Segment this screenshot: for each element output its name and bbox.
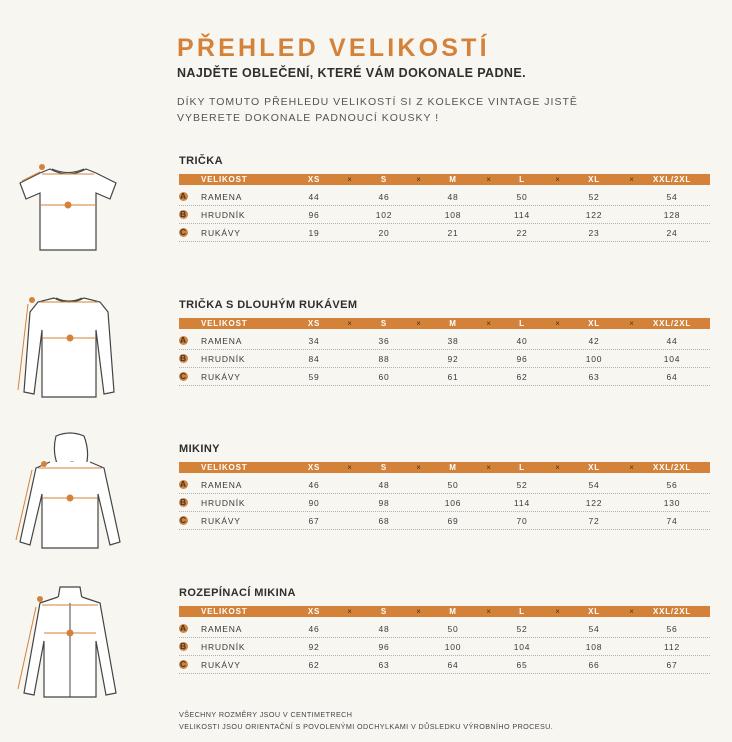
table-row bbox=[179, 637, 710, 656]
section-title: ROZEPÍNACÍ MIKINA bbox=[179, 587, 296, 599]
row-value: 114 bbox=[514, 210, 530, 220]
row-value: 50 bbox=[447, 624, 459, 634]
header-size: XXL/2XL bbox=[652, 175, 692, 184]
row-value: 48 bbox=[378, 624, 390, 634]
row-value: 61 bbox=[447, 372, 459, 382]
table-row bbox=[179, 223, 710, 242]
row-value: 65 bbox=[516, 660, 528, 670]
row-badge: C bbox=[180, 371, 187, 381]
page-subtitle: NAJDĚTE OBLEČENÍ, KTERÉ VÁM DOKONALE PADNE. bbox=[177, 66, 526, 80]
header-size: XL bbox=[588, 319, 600, 328]
row-value: 19 bbox=[308, 228, 320, 238]
row-label: RAMENA bbox=[201, 336, 243, 346]
row-value: 66 bbox=[588, 660, 600, 670]
section-title: TRIČKA S DLOUHÝM RUKÁVEM bbox=[179, 299, 358, 311]
header-size: L bbox=[519, 607, 525, 616]
row-label: RAMENA bbox=[201, 192, 243, 202]
header-separator: × bbox=[347, 175, 353, 184]
row-value: 84 bbox=[308, 354, 320, 364]
row-value: 114 bbox=[514, 498, 530, 508]
row-value: 62 bbox=[516, 372, 528, 382]
table-row bbox=[179, 331, 710, 350]
header-separator: × bbox=[416, 607, 422, 616]
header-size: S bbox=[380, 175, 388, 184]
row-value: 100 bbox=[444, 642, 462, 652]
row-value: 22 bbox=[516, 228, 528, 238]
row-value: 48 bbox=[447, 192, 459, 202]
table-header bbox=[179, 318, 710, 329]
tshirt-icon bbox=[12, 155, 122, 255]
header-separator: × bbox=[555, 463, 561, 472]
table-row bbox=[179, 493, 710, 512]
intro-line-2: VYBERETE DOKONALE PADNOUCÍ KOUSKY ! bbox=[177, 112, 440, 124]
row-badge: C bbox=[180, 227, 187, 237]
intro-line-1: DÍKY TOMUTO PŘEHLEDU VELIKOSTÍ SI Z KOLEKCE VINTAGE JISTĚ bbox=[177, 96, 578, 108]
row-value: 50 bbox=[516, 192, 528, 202]
header-size: XL bbox=[588, 463, 600, 472]
header-size: L bbox=[519, 319, 525, 328]
row-badge: B bbox=[180, 209, 187, 219]
row-value: 46 bbox=[308, 480, 320, 490]
row-value: 50 bbox=[447, 480, 459, 490]
row-badge: B bbox=[180, 497, 187, 507]
row-value: 56 bbox=[666, 624, 678, 634]
row-label: RUKÁVY bbox=[201, 372, 241, 382]
header-size: M bbox=[449, 607, 457, 616]
table-header bbox=[179, 606, 710, 617]
table-header bbox=[179, 462, 710, 473]
row-value: 68 bbox=[378, 516, 390, 526]
table-row bbox=[179, 205, 710, 224]
header-size: XL bbox=[588, 607, 600, 616]
row-label: RUKÁVY bbox=[201, 516, 241, 526]
header-separator: × bbox=[629, 463, 635, 472]
row-value: 122 bbox=[585, 498, 603, 508]
row-label: HRUDNÍK bbox=[201, 210, 246, 220]
row-value: 40 bbox=[516, 336, 528, 346]
header-separator: × bbox=[486, 319, 492, 328]
row-value: 122 bbox=[585, 210, 603, 220]
row-badge: A bbox=[180, 191, 187, 201]
row-value: 96 bbox=[308, 210, 320, 220]
row-value: 46 bbox=[378, 192, 390, 202]
row-badge: A bbox=[180, 479, 187, 489]
header-velikost: VELIKOST bbox=[201, 319, 248, 328]
header-size: M bbox=[449, 319, 457, 328]
table-row bbox=[179, 655, 710, 674]
row-value: 100 bbox=[585, 354, 603, 364]
row-value: 62 bbox=[308, 660, 320, 670]
row-value: 24 bbox=[666, 228, 678, 238]
row-badge: B bbox=[180, 641, 187, 651]
long-sleeve-shirt-icon bbox=[12, 292, 122, 407]
footnote-units: VŠECHNY ROZMĚRY JSOU V CENTIMETRECH bbox=[179, 710, 353, 719]
header-separator: × bbox=[486, 175, 492, 184]
row-value: 21 bbox=[447, 228, 459, 238]
header-separator: × bbox=[486, 607, 492, 616]
header-separator: × bbox=[416, 319, 422, 328]
header-size: XS bbox=[307, 175, 321, 184]
row-value: 70 bbox=[516, 516, 528, 526]
row-value: 90 bbox=[308, 498, 320, 508]
header-separator: × bbox=[629, 319, 635, 328]
header-size: XS bbox=[307, 319, 321, 328]
row-value: 130 bbox=[663, 498, 681, 508]
row-value: 112 bbox=[664, 642, 680, 652]
row-value: 74 bbox=[666, 516, 678, 526]
row-value: 38 bbox=[447, 336, 459, 346]
header-size: XS bbox=[307, 607, 321, 616]
header-size: XXL/2XL bbox=[652, 607, 692, 616]
table-row bbox=[179, 511, 710, 530]
table-row bbox=[179, 367, 710, 386]
header-velikost: VELIKOST bbox=[201, 175, 248, 184]
footnote-tolerance: VELIKOSTI JSOU ORIENTAČNÍ S POVOLENÝMI ODCHYLKAMI V DŮSLEDKU VÝROBNÍHO PROCESU. bbox=[179, 722, 554, 731]
header-size: L bbox=[519, 175, 525, 184]
row-value: 104 bbox=[513, 642, 531, 652]
row-value: 56 bbox=[666, 480, 678, 490]
header-size: M bbox=[449, 463, 457, 472]
row-value: 48 bbox=[378, 480, 390, 490]
row-value: 64 bbox=[666, 372, 678, 382]
header-size: XL bbox=[588, 175, 600, 184]
row-badge: C bbox=[180, 659, 187, 669]
row-value: 108 bbox=[585, 642, 603, 652]
row-badge: A bbox=[180, 623, 187, 633]
row-label: RUKÁVY bbox=[201, 228, 241, 238]
row-badge: B bbox=[180, 353, 187, 363]
header-separator: × bbox=[486, 463, 492, 472]
row-label: HRUDNÍK bbox=[201, 354, 246, 364]
intro-text bbox=[177, 94, 578, 126]
row-value: 60 bbox=[378, 372, 390, 382]
row-value: 42 bbox=[588, 336, 600, 346]
row-value: 34 bbox=[308, 336, 320, 346]
header-separator: × bbox=[416, 463, 422, 472]
row-value: 23 bbox=[588, 228, 600, 238]
table-row bbox=[179, 349, 710, 368]
row-value: 54 bbox=[588, 624, 600, 634]
header-separator: × bbox=[629, 607, 635, 616]
header-size: XXL/2XL bbox=[652, 319, 692, 328]
row-value: 72 bbox=[588, 516, 600, 526]
row-value: 67 bbox=[666, 660, 678, 670]
header-size: S bbox=[380, 607, 388, 616]
row-label: RUKÁVY bbox=[201, 660, 241, 670]
row-label: HRUDNÍK bbox=[201, 498, 246, 508]
row-badge: A bbox=[180, 335, 187, 345]
row-value: 63 bbox=[378, 660, 390, 670]
header-velikost: VELIKOST bbox=[201, 607, 248, 616]
row-value: 52 bbox=[516, 624, 528, 634]
row-value: 108 bbox=[444, 210, 462, 220]
header-velikost: VELIKOST bbox=[201, 463, 248, 472]
row-value: 128 bbox=[663, 210, 681, 220]
row-value: 20 bbox=[378, 228, 390, 238]
row-value: 92 bbox=[308, 642, 320, 652]
row-value: 46 bbox=[308, 624, 320, 634]
row-value: 92 bbox=[447, 354, 459, 364]
row-label: RAMENA bbox=[201, 480, 243, 490]
row-value: 59 bbox=[308, 372, 320, 382]
row-value: 44 bbox=[308, 192, 320, 202]
row-value: 54 bbox=[588, 480, 600, 490]
header-size: XS bbox=[307, 463, 321, 472]
table-row bbox=[179, 475, 710, 494]
row-value: 36 bbox=[378, 336, 390, 346]
header-size: XXL/2XL bbox=[652, 463, 692, 472]
header-size: L bbox=[519, 463, 525, 472]
row-label: HRUDNÍK bbox=[201, 642, 246, 652]
row-value: 64 bbox=[447, 660, 459, 670]
table-row bbox=[179, 187, 710, 206]
row-value: 63 bbox=[588, 372, 600, 382]
header-separator: × bbox=[555, 607, 561, 616]
row-value: 96 bbox=[378, 642, 390, 652]
zip-jacket-icon bbox=[10, 585, 125, 703]
row-value: 67 bbox=[308, 516, 320, 526]
header-size: M bbox=[449, 175, 457, 184]
row-badge: C bbox=[180, 515, 187, 525]
header-separator: × bbox=[347, 319, 353, 328]
header-separator: × bbox=[555, 175, 561, 184]
row-value: 96 bbox=[516, 354, 528, 364]
header-separator: × bbox=[629, 175, 635, 184]
header-separator: × bbox=[555, 319, 561, 328]
row-value: 54 bbox=[666, 192, 678, 202]
header-size: S bbox=[380, 463, 388, 472]
header-separator: × bbox=[416, 175, 422, 184]
row-value: 52 bbox=[516, 480, 528, 490]
page-title: PŘEHLED VELIKOSTÍ bbox=[177, 34, 490, 62]
row-value: 88 bbox=[378, 354, 390, 364]
table-header bbox=[179, 174, 710, 185]
section-title: MIKINY bbox=[179, 443, 220, 455]
row-value: 106 bbox=[444, 498, 462, 508]
row-value: 98 bbox=[378, 498, 390, 508]
header-separator: × bbox=[347, 607, 353, 616]
header-size: S bbox=[380, 319, 388, 328]
header-separator: × bbox=[347, 463, 353, 472]
row-value: 104 bbox=[663, 354, 681, 364]
row-value: 44 bbox=[666, 336, 678, 346]
table-row bbox=[179, 619, 710, 638]
section-title: TRIČKA bbox=[179, 155, 223, 167]
row-value: 69 bbox=[447, 516, 459, 526]
row-value: 102 bbox=[375, 210, 393, 220]
hoodie-icon bbox=[10, 432, 125, 552]
row-value: 52 bbox=[588, 192, 600, 202]
row-label: RAMENA bbox=[201, 624, 243, 634]
